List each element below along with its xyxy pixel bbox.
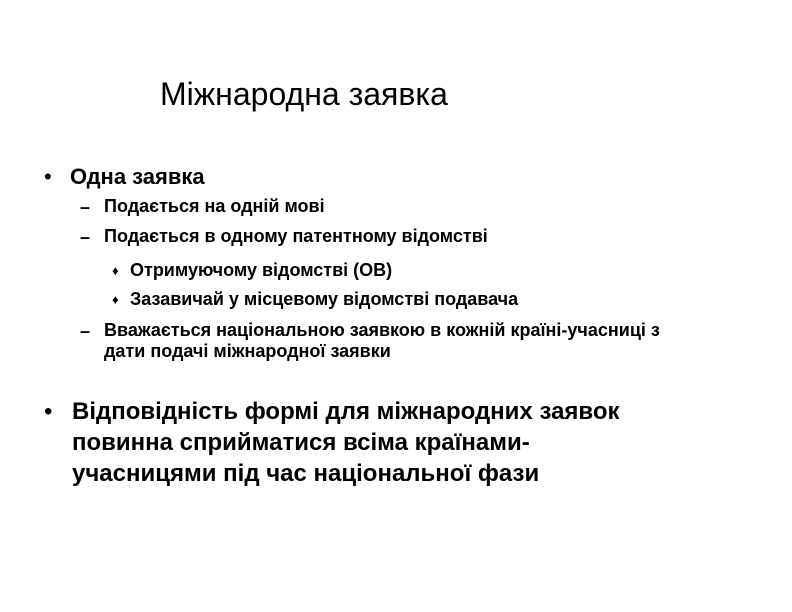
sub-sub-bullet-item	[112, 286, 518, 313]
bullet-item	[44, 164, 205, 190]
dash-marker: –	[80, 321, 91, 341]
diamond-icon: ♦	[112, 263, 119, 278]
sub-bullet-item	[80, 196, 684, 219]
bullet-text: Одна заявка	[70, 164, 205, 189]
sub-bullet-item	[80, 226, 684, 249]
bullet-marker: •	[44, 398, 53, 425]
sub-bullet-text: Подається в одному патентному відомстві	[104, 226, 488, 246]
diamond-icon: ♦	[112, 292, 119, 307]
dash-marker: –	[80, 197, 91, 217]
sub-sub-bullet-item	[112, 257, 392, 284]
sub-bullet-text: Подається на одній мові	[104, 196, 325, 216]
bullet-text: Відповідність формі для міжнародних заявок повинна сприйматися всіма країнами-учасницями під час національної фази	[72, 398, 620, 487]
slide-title: Міжнародна заявка	[160, 76, 448, 112]
sub-bullet-item	[80, 320, 689, 362]
sub-bullet-text: Вважається національною заявкою в кожній країні-учасниці з дати подачі міжнародної заявки	[104, 320, 660, 361]
bullet-marker: •	[44, 164, 52, 189]
sub-sub-bullet-text: Зазавичай у місцевому відомстві подавача	[130, 289, 519, 309]
dash-marker: –	[80, 227, 91, 247]
bullet-item	[44, 396, 647, 489]
sub-sub-bullet-text: Отримуючому відомстві (ОВ)	[130, 260, 393, 280]
